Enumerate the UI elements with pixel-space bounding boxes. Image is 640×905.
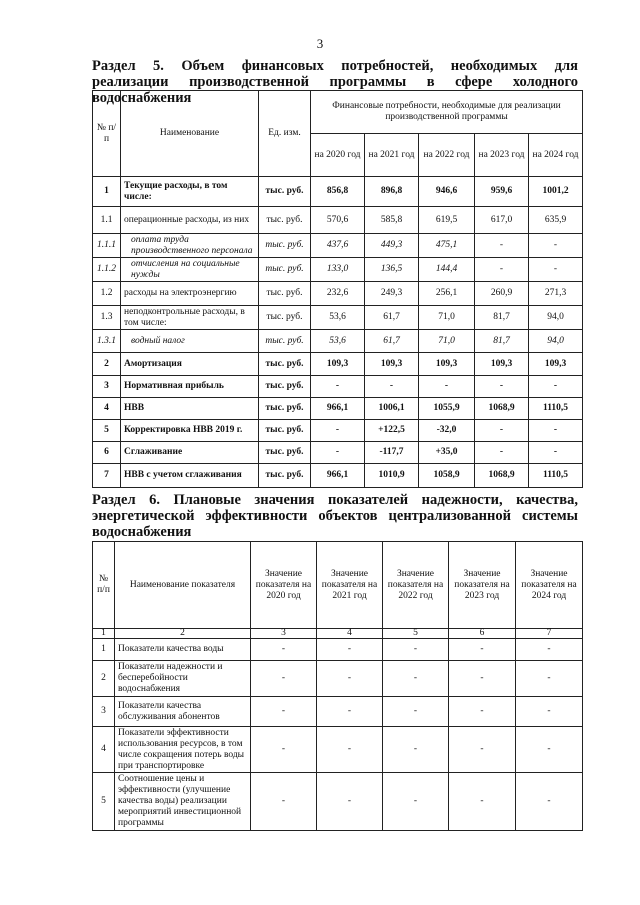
header-year-2: на 2022 год [419,134,475,177]
row-value: 1058,9 [419,464,475,488]
row-unit: тыс. руб. [259,234,311,258]
indicator-value: - [317,727,383,773]
indicator-value: - [317,773,383,831]
indicator-name: Показатели качества воды [115,639,251,661]
indicator-num: 2 [93,661,115,697]
row-value: 946,6 [419,177,475,207]
row-unit: тыс. руб. [259,442,311,464]
row-name: Сглаживание [121,442,259,464]
row-value: 896,8 [365,177,419,207]
row-value: 94,0 [529,330,583,353]
row-unit: тыс. руб. [259,376,311,398]
table-row [93,661,583,697]
section6-title-line3: водоснабжения [92,524,192,540]
row-name: операционные расходы, из них [121,207,259,234]
table-row [93,697,583,727]
indicator-value: - [383,639,449,661]
table-row [93,727,583,773]
row-value: 1068,9 [475,398,529,420]
row-num: 1.3.1 [93,330,121,353]
row-value: - [311,376,365,398]
row-value: - [475,234,529,258]
page-number: 3 [316,36,324,51]
row-unit: тыс. руб. [259,282,311,306]
row-value: -32,0 [419,420,475,442]
row-value: - [529,420,583,442]
indicator-value: - [449,639,516,661]
indicators-header-year-0: Значение показателя на 2020 год [251,542,317,629]
row-value: -117,7 [365,442,419,464]
row-name: Текущие расходы, в том числе: [121,177,259,207]
indicator-value: - [516,661,583,697]
row-unit: тыс. руб. [259,306,311,330]
row-value: 136,5 [365,258,419,282]
section6-title-line2: энергетической эффективности объектов централизованной системы [92,508,578,524]
column-number: 2 [115,629,251,639]
row-num: 6 [93,442,121,464]
indicator-name: Показатели эффективности использования ресурсов, в том числе сокращения потерь воды при транспортировке [115,727,251,773]
row-value: - [529,234,583,258]
row-num: 2 [93,353,121,376]
row-value: 585,8 [365,207,419,234]
row-value: - [365,376,419,398]
indicator-value: - [251,727,317,773]
row-value: 1001,2 [529,177,583,207]
row-value: 271,3 [529,282,583,306]
indicator-value: - [449,773,516,831]
table-row [93,306,583,330]
row-name: неподконтрольные расходы, в том числе: [121,306,259,330]
row-value: 256,1 [419,282,475,306]
indicators-header-name: Наименование показателя [115,542,251,629]
row-num: 1.1.1 [93,234,121,258]
header-group: Финансовые потребности, необходимые для реализации производственной программы [311,91,583,134]
row-value: 53,6 [311,306,365,330]
column-number: 7 [516,629,583,639]
indicator-name: Показатели качества обслуживания абонентов [115,697,251,727]
row-value: - [529,442,583,464]
indicator-value: - [516,697,583,727]
row-value: 1110,5 [529,398,583,420]
row-num: 1.2 [93,282,121,306]
row-value: 71,0 [419,330,475,353]
row-value: 109,3 [365,353,419,376]
section5-title-line1: Раздел 5. Объем финансовых потребностей, необходимых для [92,58,578,74]
indicator-num: 1 [93,639,115,661]
row-unit: тыс. руб. [259,207,311,234]
row-value: +122,5 [365,420,419,442]
table-row [93,398,583,420]
row-value: 437,6 [311,234,365,258]
row-value: 109,3 [475,353,529,376]
row-value: 260,9 [475,282,529,306]
indicator-value: - [383,727,449,773]
section6-heading [92,492,578,540]
table-row [93,258,583,282]
column-number: 3 [251,629,317,639]
table-row [93,330,583,353]
table-row [93,177,583,207]
row-unit: тыс. руб. [259,464,311,488]
column-number: 5 [383,629,449,639]
row-name: НВВ с учетом сглаживания [121,464,259,488]
row-value: 71,0 [419,306,475,330]
header-unit: Ед. изм. [259,91,311,177]
row-value: - [311,442,365,464]
indicators-header-year-1: Значение показателя на 2021 год [317,542,383,629]
indicator-num: 5 [93,773,115,831]
row-value: +35,0 [419,442,475,464]
row-value: - [529,258,583,282]
row-value: 1006,1 [365,398,419,420]
row-num: 1 [93,177,121,207]
indicators-header-num: № п/п [93,542,115,629]
row-value: 81,7 [475,330,529,353]
table-row [93,639,583,661]
section6-title-line1: Раздел 6. Плановые значения показателей надежности, качества, [92,492,578,508]
row-unit: тыс. руб. [259,258,311,282]
indicators-table [92,541,583,831]
row-value: 856,8 [311,177,365,207]
row-value: 966,1 [311,398,365,420]
row-value: 53,6 [311,330,365,353]
financial-needs-table [92,90,583,488]
header-year-0: на 2020 год [311,134,365,177]
row-num: 4 [93,398,121,420]
row-unit: тыс. руб. [259,177,311,207]
indicators-header-year-3: Значение показателя на 2023 год [449,542,516,629]
row-unit: тыс. руб. [259,353,311,376]
indicator-value: - [383,773,449,831]
table-row [93,353,583,376]
row-value: 1068,9 [475,464,529,488]
header-year-1: на 2021 год [365,134,419,177]
row-value: 1055,9 [419,398,475,420]
row-value: 449,3 [365,234,419,258]
table-row [93,234,583,258]
column-number: 4 [317,629,383,639]
indicator-value: - [516,639,583,661]
table-row [93,442,583,464]
row-value: 1010,9 [365,464,419,488]
row-unit: тыс. руб. [259,420,311,442]
row-value: 61,7 [365,306,419,330]
row-value: 109,3 [419,353,475,376]
row-value: - [419,376,475,398]
row-name: Амортизация [121,353,259,376]
indicator-num: 3 [93,697,115,727]
row-num: 1.1.2 [93,258,121,282]
row-num: 1.3 [93,306,121,330]
row-value: - [311,420,365,442]
row-num: 1.1 [93,207,121,234]
row-value: - [475,420,529,442]
row-name: Корректировка НВВ 2019 г. [121,420,259,442]
row-value: - [475,376,529,398]
indicator-value: - [383,661,449,697]
indicator-value: - [516,727,583,773]
row-value: - [475,442,529,464]
indicator-name: Соотношение цены и эффективности (улучшение качества воды) реализации мероприятий инвестиционной программы [115,773,251,831]
row-value: 81,7 [475,306,529,330]
row-value: 617,0 [475,207,529,234]
table-row [93,464,583,488]
row-name: расходы на электроэнергию [121,282,259,306]
row-name: отчисления на социальные нужды [121,258,259,282]
row-name: оплата труда производственного персонала [121,234,259,258]
row-value: - [529,376,583,398]
indicator-value: - [383,697,449,727]
indicator-value: - [516,773,583,831]
row-num: 5 [93,420,121,442]
row-value: 109,3 [311,353,365,376]
table-row [93,376,583,398]
row-value: 249,3 [365,282,419,306]
table-row [93,282,583,306]
row-value: 619,5 [419,207,475,234]
section5-title-line2: реализации производственной программы в сфере холодного водоснабжения [92,74,578,106]
row-unit: тыс. руб. [259,398,311,420]
indicator-num: 4 [93,727,115,773]
indicator-value: - [449,697,516,727]
indicators-header-year-2: Значение показателя на 2022 год [383,542,449,629]
row-num: 7 [93,464,121,488]
indicator-value: - [317,661,383,697]
row-value: 966,1 [311,464,365,488]
indicator-value: - [317,697,383,727]
row-name: водный налог [121,330,259,353]
row-value: 1110,5 [529,464,583,488]
indicator-value: - [251,661,317,697]
row-name: Нормативная прибыль [121,376,259,398]
indicator-value: - [251,639,317,661]
indicator-value: - [251,697,317,727]
indicator-name: Показатели надежности и бесперебойности водоснабжения [115,661,251,697]
row-value: 133,0 [311,258,365,282]
indicator-value: - [449,661,516,697]
indicator-value: - [449,727,516,773]
row-value: 94,0 [529,306,583,330]
row-value: 635,9 [529,207,583,234]
row-num: 3 [93,376,121,398]
header-num: № п/п [93,91,121,177]
row-value: 232,6 [311,282,365,306]
table-row [93,773,583,831]
table-row [93,420,583,442]
header-year-4: на 2024 год [529,134,583,177]
row-value: 475,1 [419,234,475,258]
column-number: 1 [93,629,115,639]
row-value: 959,6 [475,177,529,207]
row-value: 144,4 [419,258,475,282]
indicators-header-year-4: Значение показателя на 2024 год [516,542,583,629]
row-unit: тыс. руб. [259,330,311,353]
row-name: НВВ [121,398,259,420]
row-value: - [475,258,529,282]
header-year-3: на 2023 год [475,134,529,177]
table-row [93,207,583,234]
indicator-value: - [317,639,383,661]
row-value: 109,3 [529,353,583,376]
row-value: 570,6 [311,207,365,234]
column-number: 6 [449,629,516,639]
indicator-value: - [251,773,317,831]
header-name: Наименование [121,91,259,177]
row-value: 61,7 [365,330,419,353]
